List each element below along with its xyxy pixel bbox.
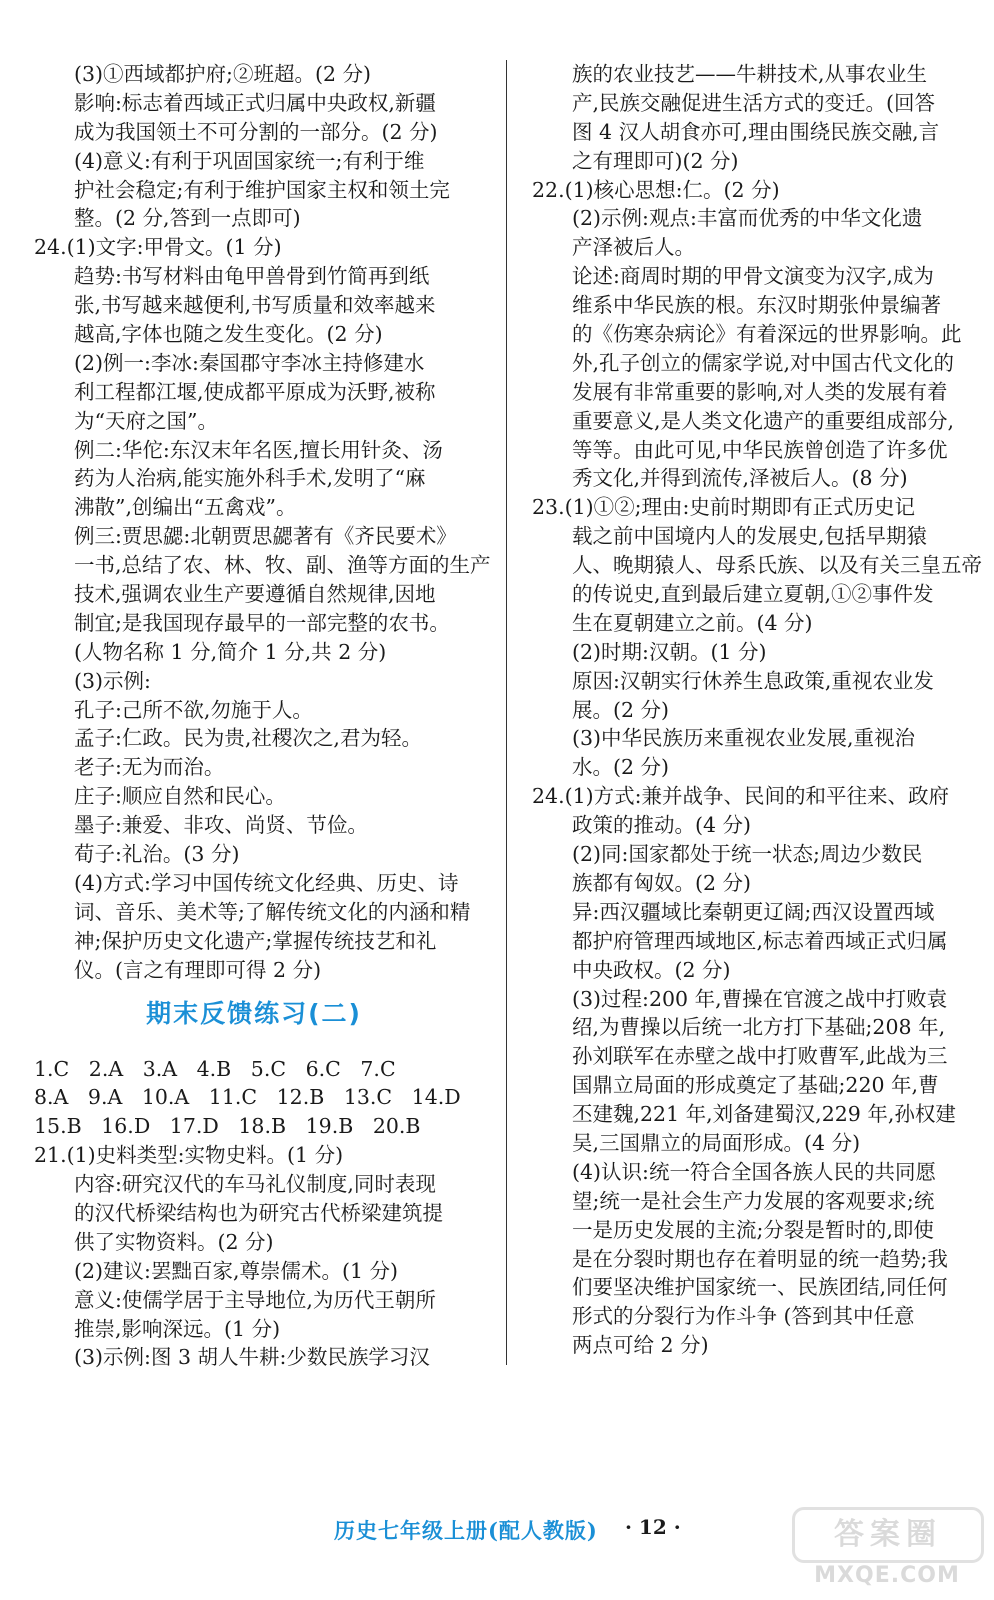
answer-line: 产泽被后人。 — [572, 235, 695, 260]
answer-line: 供了实物资料。(2 分) — [74, 1229, 274, 1254]
answer-line: 都护府管理西域地区,标志着西域正式归属 — [572, 928, 948, 953]
left-answers-bottom — [34, 1141, 474, 1372]
answer-line: 例三:贾思勰:北朝贾思勰著有《齐民要术》 — [74, 524, 457, 549]
answer-line: 族都有匈奴。(2 分) — [572, 870, 752, 895]
answer-line: 两点可给 2 分) — [572, 1333, 709, 1358]
answer-line: (3)中华民族历来重视农业发展,重视治 — [572, 726, 916, 751]
answer-line: 药为人治病,能实施外科手术,发明了“麻 — [74, 466, 426, 491]
answer-line: 整。(2 分,答到一点即可) — [74, 206, 301, 231]
answer-line: (4)意义:有利于巩固国家统一;有利于维 — [74, 148, 425, 173]
choice-answer-row: 15.B 16.D 17.D 18.B 19.B 20.B — [34, 1114, 421, 1139]
answer-line: 词、音乐、美术等;了解传统文化的内涵和精 — [74, 899, 471, 924]
answer-line: 荀子:礼治。(3 分) — [74, 842, 240, 867]
answer-line: (3)示例: — [74, 668, 151, 693]
answer-line: 维系中华民族的根。东汉时期张仲景编著 — [572, 293, 941, 318]
answer-line: 孟子:仁政。民为贵,社稷次之,君为轻。 — [74, 726, 422, 751]
answer-line: 内容:研究汉代的车马礼仪制度,同时表现 — [74, 1172, 436, 1197]
answer-line: 墨子:兼爱、非攻、尚贤、节俭。 — [74, 813, 368, 838]
answer-line: 推崇,影响深远。(1 分) — [74, 1316, 281, 1341]
footer-book-title: 历史七年级上册(配人教版) — [334, 1518, 598, 1543]
answer-line: 22.(1)核心思想:仁。(2 分) — [532, 177, 780, 202]
answer-line: 之有理即可)(2 分) — [572, 148, 739, 173]
answer-line: (2)建议:罢黜百家,尊崇儒术。(1 分) — [74, 1258, 399, 1283]
left-answers-top — [34, 60, 491, 985]
answer-line: 仪。(言之有理即可得 2 分) — [74, 957, 322, 982]
answer-line: 族的农业技艺——牛耕技术,从事农业生 — [572, 62, 928, 86]
answer-line: 绍,为曹操以后统一北方打下基础;208 年, — [572, 1015, 946, 1040]
answer-line: 孙刘联军在赤壁之战中打败曹军,此战为三 — [572, 1044, 948, 1069]
answer-line: 的汉代桥梁结构也为研究古代桥梁建筑提 — [74, 1200, 443, 1225]
answer-line: (3)过程:200 年,曹操在官渡之战中打败袁 — [572, 986, 948, 1011]
answer-line: 秀文化,并得到流传,泽被后人。(8 分) — [572, 466, 908, 491]
answer-line: 展。(2 分) — [572, 697, 670, 722]
choice-answer-row: 8.A 9.A 10.A 11.C 12.B 13.C 14.D — [34, 1085, 461, 1110]
answer-line: (3)①西域都护府;②班超。(2 分) — [74, 62, 371, 86]
answer-line: 孔子:己所不欲,勿施于人。 — [74, 697, 313, 722]
answer-line: 望;统一是社会生产力发展的客观要求;统 — [572, 1188, 935, 1213]
answer-line: 国鼎立局面的形成奠定了基础;220 年,曹 — [572, 1073, 939, 1098]
answer-line: (4)认识:统一符合全国各族人民的共同愿 — [572, 1159, 936, 1184]
answer-line: 24.(1)文字:甲骨文。(1 分) — [34, 235, 282, 260]
answer-line: 例二:华佗:东汉末年名医,擅长用针灸、汤 — [74, 437, 443, 462]
answer-line: 的《伤寒杂病论》有着深远的世界影响。此 — [572, 322, 962, 347]
answer-line: 政策的推动。(4 分) — [572, 813, 752, 838]
answer-line: 23.(1)①②;理由:史前时期即有正式历史记 — [532, 495, 915, 520]
answer-line: (3)示例:图 3 胡人牛耕:少数民族学习汉 — [74, 1345, 430, 1370]
answer-line: 重要意义,是人类文化遗产的重要组成部分, — [572, 408, 955, 433]
multiple-choice-answers — [34, 1055, 474, 1142]
answer-line: 护社会稳定;有利于维护国家主权和领土完 — [74, 177, 450, 202]
answer-line: 吴,三国鼎立的局面形成。(4 分) — [572, 1130, 861, 1155]
column-divider — [506, 60, 507, 1365]
answer-line: (人物名称 1 分,简介 1 分,共 2 分) — [74, 639, 387, 664]
answer-line: 载之前中国境内人的发展史,包括早期猿 — [572, 524, 928, 549]
answer-line: 制宜;是我国现存最早的一部完整的农书。 — [74, 610, 450, 635]
answer-line: 张,书写越来越便利,书写质量和效率越来 — [74, 293, 436, 318]
answer-line: 越高,字体也随之发生变化。(2 分) — [74, 322, 383, 347]
answer-line: 庄子:顺应自然和民心。 — [74, 784, 286, 809]
answer-line: 人、晚期猿人、母系氏族、以及有关三皇五帝 — [572, 553, 982, 578]
answer-line: (2)例一:李冰:秦国郡守李冰主持修建水 — [74, 350, 425, 375]
answer-line: 产,民族交融促进生活方式的变迁。(回答 — [572, 90, 936, 115]
answer-line: (4)方式:学习中国传统文化经典、历史、诗 — [74, 870, 459, 895]
answer-line: 形式的分裂行为作斗争 (答到其中任意 — [572, 1304, 915, 1329]
right-column — [532, 60, 982, 1360]
answer-line: 丕建魏,221 年,刘备建蜀汉,229 年,孙权建 — [572, 1102, 956, 1127]
answer-line: 神;保护历史文化遗产;掌握传统技艺和礼 — [74, 928, 437, 953]
answer-line: 为“天府之国”。 — [74, 408, 218, 433]
answer-line: (2)时期:汉朝。(1 分) — [572, 639, 767, 664]
right-answers — [532, 60, 982, 1360]
answer-line: 图 4 汉人胡食亦可,理由围绕民族交融,言 — [572, 119, 940, 144]
answer-line: 技术,强调农业生产要遵循自然规律,因地 — [74, 582, 436, 607]
answer-line: 成为我国领土不可分割的一部分。(2 分) — [74, 119, 438, 144]
answer-line: 是在分裂时期也存在着明显的统一趋势;我 — [572, 1246, 948, 1271]
answer-line: 老子:无为而治。 — [74, 755, 225, 780]
answer-line: 等等。由此可见,中华民族曾创造了许多优 — [572, 437, 948, 462]
answer-line: (2)示例:观点:丰富而优秀的中华文化遗 — [572, 206, 923, 231]
choice-answer-row: 1.C 2.A 3.A 4.B 5.C 6.C 7.C — [34, 1056, 396, 1081]
answer-line: 中央政权。(2 分) — [572, 957, 731, 982]
watermark-seal: 答案圈 — [792, 1507, 984, 1563]
answer-line: 利工程都江堰,使成都平原成为沃野,被称 — [74, 379, 436, 404]
watermark-logo — [790, 1505, 986, 1595]
answer-line: 一是历史发展的主流;分裂是暂时的,即使 — [572, 1217, 934, 1242]
answer-line: 趋势:书写材料由龟甲兽骨到竹简再到纸 — [74, 264, 430, 289]
answer-line: 的传说史,直到最后建立夏朝,①②事件发 — [572, 582, 934, 607]
section-title: 期末反馈练习(二) — [146, 998, 362, 1028]
answer-line: 21.(1)史料类型:实物史料。(1 分) — [34, 1143, 344, 1168]
answer-line: 一书,总结了农、林、牧、副、渔等方面的生产 — [74, 553, 491, 578]
answer-line: 水。(2 分) — [572, 755, 670, 780]
left-column — [34, 60, 491, 1372]
answer-line: 外,孔子创立的儒家学说,对中国古代文化的 — [572, 350, 955, 375]
answer-line: 影响:标志着西域正式归属中央政权,新疆 — [74, 90, 436, 115]
answer-line: 24.(1)方式:兼并战争、民间的和平往来、政府 — [532, 784, 950, 809]
answer-line: 意义:使儒学居于主导地位,为历代王朝所 — [74, 1287, 436, 1312]
answer-line: 异:西汉疆域比秦朝更辽阔;西汉设置西域 — [572, 899, 935, 924]
answer-line: 原因:汉朝实行休养生息政策,重视农业发 — [572, 668, 934, 693]
answer-line: 沸散”,创编出“五禽戏”。 — [74, 495, 297, 520]
watermark-url: MXQE.COM — [814, 1563, 960, 1588]
answer-line: 生在夏朝建立之前。(4 分) — [572, 610, 813, 635]
answer-line: 论述:商周时期的甲骨文演变为汉字,成为 — [572, 264, 934, 289]
answer-line: (2)同:国家都处于统一状态;周边少数民 — [572, 842, 923, 867]
page-number: · 12 · — [625, 1515, 681, 1539]
answer-line: 们要坚决维护国家统一、民族团结,同任何 — [572, 1275, 948, 1300]
answer-line: 发展有非常重要的影响,对人类的发展有着 — [572, 379, 948, 404]
